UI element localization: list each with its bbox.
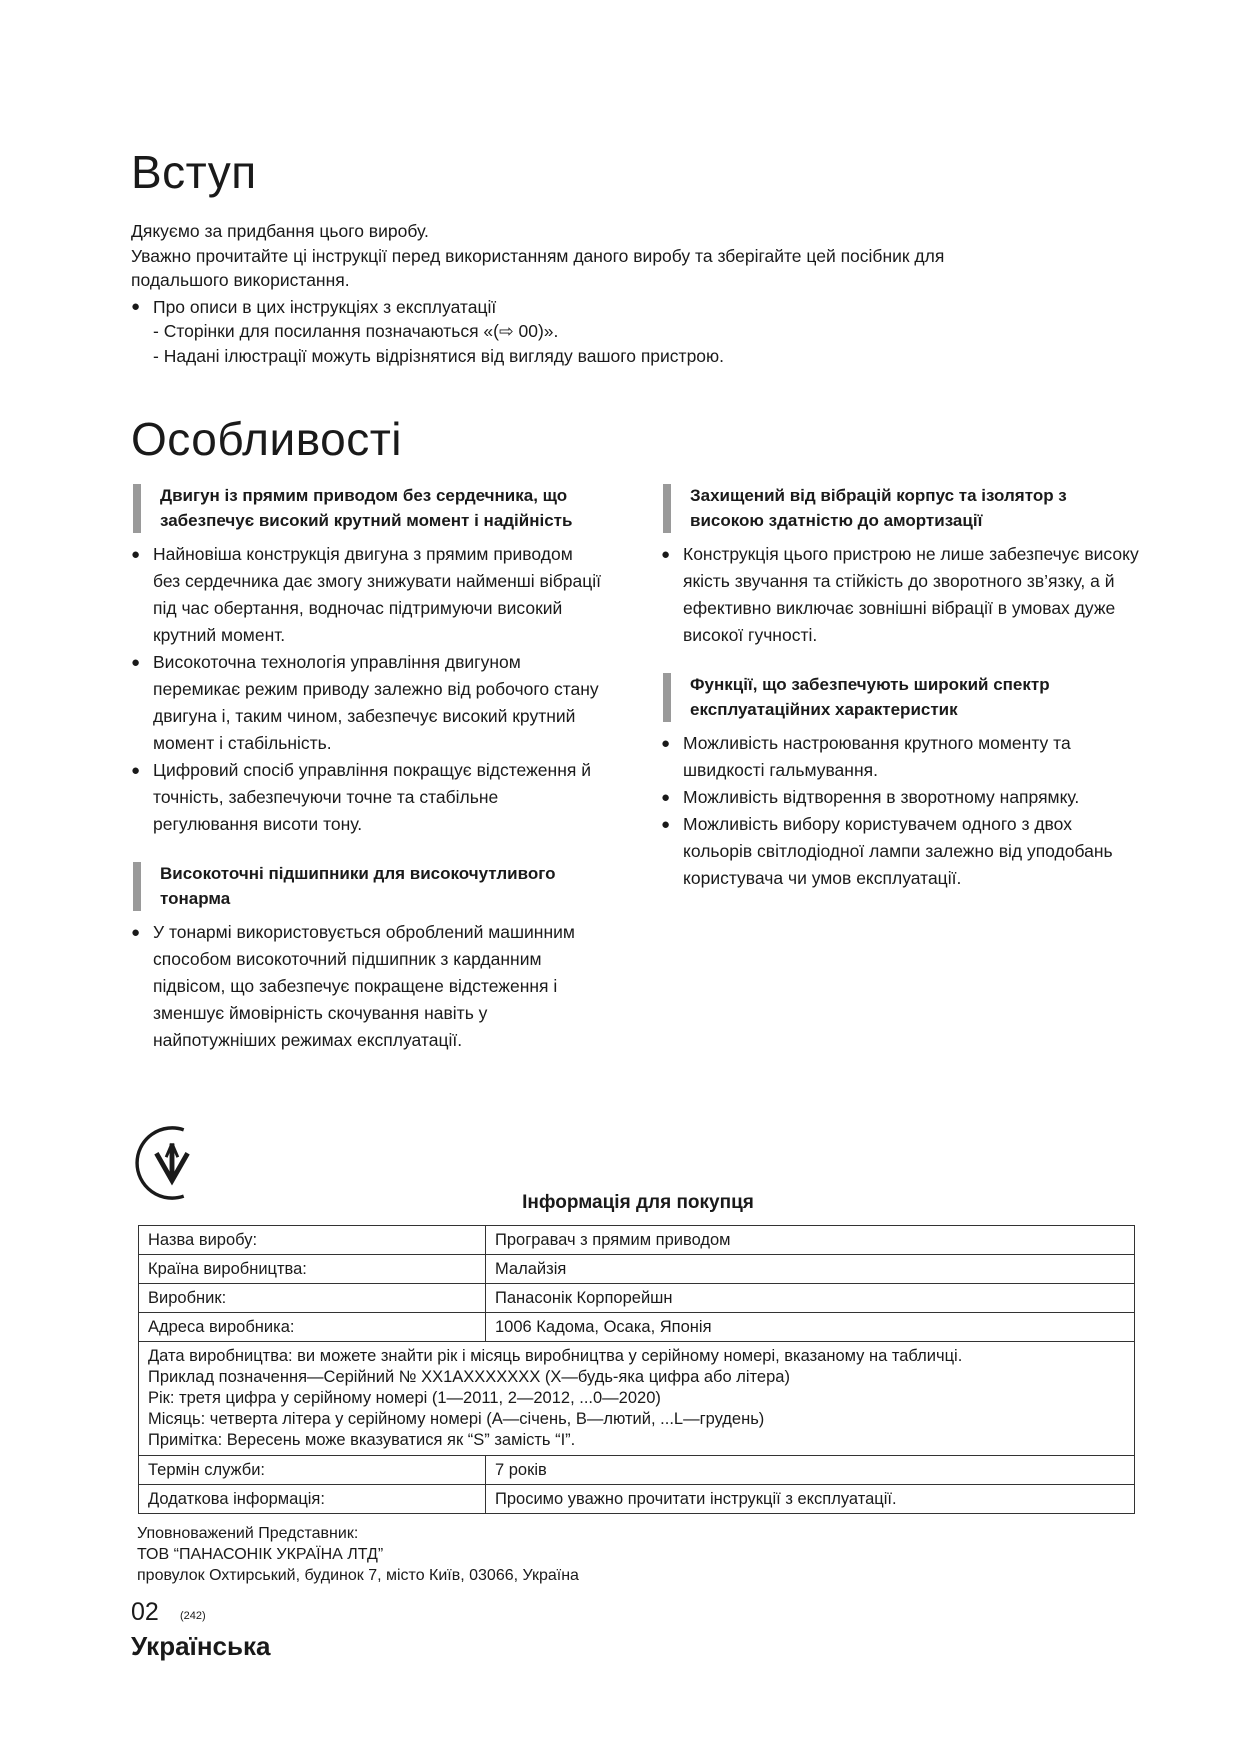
table-cell-value: 7 років	[486, 1456, 1135, 1485]
representative-line: ТОВ “ПАНАСОНІК УКРАЇНА ЛТД”	[137, 1546, 384, 1563]
table-row	[139, 1313, 1135, 1342]
feature-item: ● Можливість вибору користувачем одного з двох кольорів світлодіодної лампи залежно від уподобань користувача чи умов експлуатації.	[661, 811, 1141, 892]
features-right-column	[661, 484, 1141, 916]
buyer-info-title: Інформація для покупця	[522, 1192, 754, 1213]
feature-list	[661, 541, 1141, 649]
page-number: 02	[131, 1598, 159, 1626]
note-line: Рік: третя цифра у серійному номері (1—2011, 2—2012, ...0—2020)	[148, 1389, 661, 1407]
feature-list	[131, 919, 601, 1054]
table-cell-label: Виробник:	[139, 1284, 486, 1313]
authorized-representative	[137, 1523, 579, 1586]
table-cell-label: Назва виробу:	[139, 1226, 486, 1255]
features-left-column	[131, 484, 601, 1078]
table-cell-value: 1006 Кадома, Осака, Японія	[486, 1313, 1135, 1342]
table-cell-label: Термін служби:	[139, 1456, 486, 1485]
feature-list	[661, 730, 1141, 892]
page-sub-number: (242)	[180, 1610, 206, 1622]
intro-sub-item: - Сторінки для посилання позначаються «(⇨ 00)».	[153, 321, 559, 341]
table-cell-label: Адреса виробника:	[139, 1313, 486, 1342]
feature-item: ● У тонармі використовується оброблений машинним способом високоточний підшипник з карданним підвісом, що забезпечує покращене відстеження і зменшує ймовірність скочування навіть у найпотужніших режимах експлуатації.	[131, 919, 601, 1054]
table-row	[139, 1456, 1135, 1485]
intro-line: Дякуємо за придбання цього виробу.	[131, 221, 429, 241]
feature-heading: Двигун із прямим приводом без сердечника, що забезпечує високий крутний момент і надійність	[133, 484, 601, 533]
intro-section	[131, 219, 1091, 368]
feature-block	[131, 484, 601, 838]
table-row	[139, 1284, 1135, 1313]
feature-item: ● Можливість відтворення в зворотному напрямку.	[661, 784, 1141, 811]
table-cell-label: Додаткова інформація:	[139, 1485, 486, 1514]
ukrainian-conformity-mark-icon	[133, 1124, 211, 1202]
representative-line: провулок Охтирський, будинок 7, місто Київ, 03066, Україна	[137, 1567, 579, 1584]
table-row	[139, 1342, 1135, 1456]
table-row	[139, 1226, 1135, 1255]
feature-block	[661, 484, 1141, 649]
feature-item: ● Можливість настроювання крутного моменту та швидкості гальмування.	[661, 730, 1141, 784]
table-cell-label: Країна виробництва:	[139, 1255, 486, 1284]
feature-heading: Захищений від вібрацій корпус та ізолятор з високою здатністю до амортизації	[663, 484, 1141, 533]
feature-block	[661, 673, 1141, 892]
table-row	[139, 1485, 1135, 1514]
intro-bullet: ● Про описи в цих інструкціях з експлуатації	[131, 295, 1091, 320]
intro-line: Уважно прочитайте ці інструкції перед використанням даного виробу та зберігайте цей посібник для	[131, 245, 945, 266]
feature-block	[131, 862, 601, 1054]
note-line: Дата виробництва: ви можете знайти рік і місяць виробництва у серійному номері, вказаному на табличці.	[148, 1347, 963, 1365]
note-line: Примітка: Вересень може вказуватися як “S” замість “I”.	[148, 1431, 576, 1449]
feature-heading: Функції, що забезпечують широкий спектр експлуатаційних характеристик	[663, 673, 1141, 722]
feature-item: ● Цифровий спосіб управління покращує відстеження й точність, забезпечуючи точне та стабільне регулювання висоти тону.	[131, 757, 601, 838]
feature-item: ● Найновіша конструкція двигуна з прямим приводом без сердечника дає змогу знижувати найменші вібрації під час обертання, водночас підтримуючи високий крутний момент.	[131, 541, 601, 649]
feature-list	[131, 541, 601, 838]
table-cell-value: Програвач з прямим приводом	[486, 1226, 1135, 1255]
intro-line: подальшого використання.	[131, 270, 350, 290]
feature-item: ● Високоточна технологія управління двигуном перемикає режим приводу залежно від робочого стану двигуна і, таким чином, забезпечує високий крутний момент і стабільність.	[131, 649, 601, 757]
table-cell-value: Просимо уважно прочитати інструкції з експлуатації.	[486, 1485, 1135, 1514]
intro-sub-item: - Надані ілюстрації можуть відрізнятися від вигляду вашого пристрою.	[153, 345, 725, 366]
representative-line: Уповноважений Представник:	[137, 1525, 359, 1542]
buyer-info-table	[138, 1225, 1135, 1514]
feature-heading: Високоточні підшипники для високочутливого тонарма	[133, 862, 601, 911]
production-date-notes	[139, 1342, 1135, 1456]
feature-item: ● Конструкція цього пристрою не лише забезпечує високу якість звучання та стійкість до зворотного зв’язку, а й ефективно виключає зовнішні вібрації в умовах дуже високої гучності.	[661, 541, 1141, 649]
note-line: Приклад позначення—Серійний № XX1AXXXXXXX (X—будь-яка цифра або літера)	[148, 1368, 790, 1386]
table-cell-value: Панасонік Корпорейшн	[486, 1284, 1135, 1313]
language-label: Українська	[131, 1631, 271, 1661]
features-title: Особливості	[131, 413, 402, 465]
table-cell-value: Малайзія	[486, 1255, 1135, 1284]
intro-title: Вступ	[131, 146, 257, 198]
table-row	[139, 1255, 1135, 1284]
note-line: Місяць: четверта літера у серійному номері (A—січень, B—лютий, ...L—грудень)	[148, 1410, 765, 1428]
